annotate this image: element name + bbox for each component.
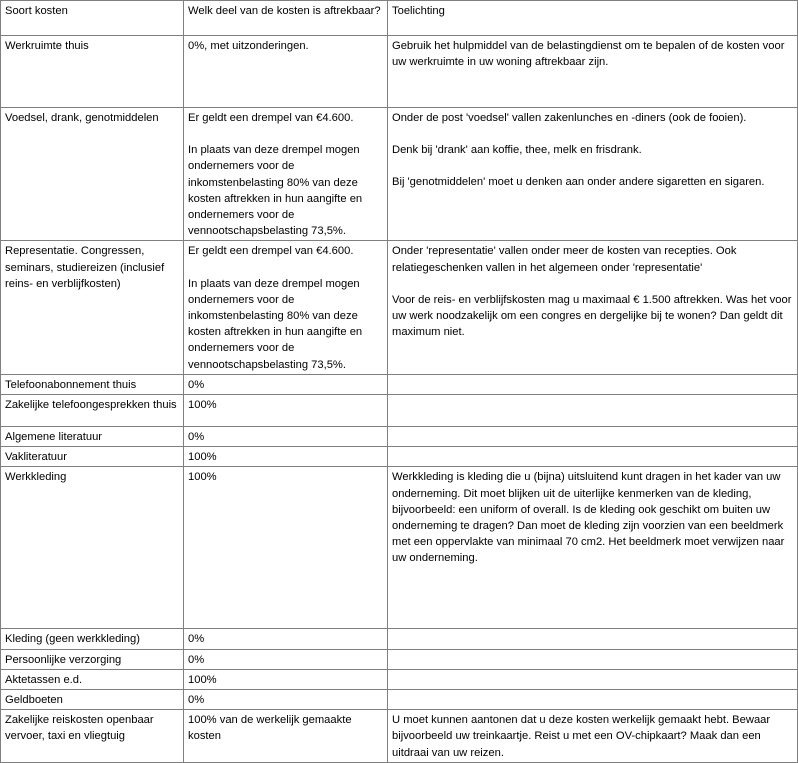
explanation-cell <box>388 690 798 710</box>
explanation-cell <box>388 241 798 374</box>
table-row <box>1 36 798 108</box>
explanation-paragraph: Denk bij 'drank' aan koffie, thee, melk en frisdrank. <box>392 144 642 157</box>
deductible-share-cell <box>184 669 388 689</box>
deductible-paragraph: 100% <box>188 451 217 464</box>
deductible-share-cell <box>184 467 388 629</box>
deductible-share-cell <box>184 374 388 394</box>
deductible-share-cell <box>184 395 388 427</box>
deductible-share-cell <box>184 36 388 108</box>
table-row <box>1 629 798 649</box>
explanation-paragraph: Gebruik het hulpmiddel van de belastingdienst om te bepalen of de kosten voor uw werkruimte in uw woning aftrekbaar zijn. <box>392 40 785 69</box>
explanation-paragraph: U moet kunnen aantonen dat u deze kosten werkelijk gemaakt hebt. Bewaar bijvoorbeeld uw treinkaartje. Reist u met een OV-chipkaart? Maak dan een uitdraai van uw reizen. <box>392 714 771 759</box>
explanation-paragraph: Voor de reis- en verblijfskosten mag u maximaal € 1.500 aftrekken. Was het voor uw werk noodzakelijk om een congres en dergelijke bij te wonen? Dan geldt dit maximum niet. <box>392 293 792 339</box>
table-row <box>1 447 798 467</box>
table-row <box>1 467 798 629</box>
explanation-cell <box>388 108 798 241</box>
table-row <box>1 669 798 689</box>
deductible-share-cell <box>184 447 388 467</box>
header-cost-type: Soort kosten <box>1 1 184 36</box>
explanation-paragraph: Onder de post 'voedsel' vallen zakenlunches en -diners (ook de fooien). <box>392 112 747 124</box>
table-row <box>1 710 798 763</box>
table-row <box>1 374 798 394</box>
cost-type-cell: Vakliteratuur <box>1 447 184 467</box>
table-row <box>1 690 798 710</box>
cost-type-cell: Werkruimte thuis <box>1 36 184 108</box>
cost-type-cell: Representatie. Congressen, seminars, studiereizen (inclusief reins- en verblijfkosten) <box>1 241 184 374</box>
table-row <box>1 395 798 427</box>
table-row <box>1 649 798 669</box>
deductible-paragraph: 0% <box>188 694 205 707</box>
deductible-paragraph: 0% <box>188 653 205 666</box>
cost-type-cell: Kleding (geen werkkleding) <box>1 629 184 649</box>
explanation-cell <box>388 36 798 108</box>
table-row <box>1 108 798 241</box>
cost-type-cell: Geldboeten <box>1 690 184 710</box>
deductible-share-cell <box>184 108 388 241</box>
explanation-cell <box>388 669 798 689</box>
deductible-paragraph: 0% <box>188 431 205 444</box>
deductible-share-cell <box>184 690 388 710</box>
cost-type-cell: Werkkleding <box>1 467 184 629</box>
table-body <box>1 36 798 763</box>
cost-type-cell: Voedsel, drank, genotmiddelen <box>1 108 184 241</box>
explanation-cell <box>388 395 798 427</box>
explanation-cell <box>388 447 798 467</box>
header-explanation: Toelichting <box>388 1 798 36</box>
cost-type-cell: Zakelijke reiskosten openbaar vervoer, taxi en vliegtuig <box>1 710 184 763</box>
cost-type-cell: Aktetassen e.d. <box>1 669 184 689</box>
explanation-paragraph: Bij 'genotmiddelen' moet u denken aan onder andere sigaretten en sigaren. <box>392 176 765 189</box>
deductible-paragraph: In plaats van deze drempel mogen ondernemers voor de inkomstenbelasting 80% van deze kosten aftrekken in hun aangifte en ondernemers voor de vennootschapsbelasting 73,5%. <box>188 144 363 238</box>
table-row <box>1 427 798 447</box>
deductible-share-cell <box>184 427 388 447</box>
cost-type-cell: Algemene literatuur <box>1 427 184 447</box>
explanation-cell <box>388 467 798 629</box>
deductible-share-cell <box>184 629 388 649</box>
header-row <box>1 1 798 36</box>
table-row <box>1 241 798 374</box>
cost-type-cell: Persoonlijke verzorging <box>1 649 184 669</box>
cost-type-cell: Telefoonabonnement thuis <box>1 374 184 394</box>
header-deductible-share: Welk deel van de kosten is aftrekbaar? <box>184 1 388 36</box>
deductible-paragraph: Er geldt een drempel van €4.600. <box>188 245 354 258</box>
deductible-paragraph: 100% <box>188 399 217 412</box>
deductible-share-cell <box>184 241 388 374</box>
explanation-cell <box>388 427 798 447</box>
deductible-share-cell <box>184 710 388 763</box>
explanation-cell <box>388 649 798 669</box>
explanation-cell <box>388 710 798 763</box>
explanation-cell <box>388 629 798 649</box>
deductible-paragraph: 100% <box>188 673 217 686</box>
cost-type-cell: Zakelijke telefoongesprekken thuis <box>1 395 184 427</box>
explanation-paragraph: Onder 'representatie' vallen onder meer de kosten van recepties. Ook relatiegeschenken vallen in het algemeen onder 'representatie' <box>392 245 737 274</box>
deductible-paragraph: In plaats van deze drempel mogen ondernemers voor de inkomstenbelasting 80% van deze kosten aftrekken in hun aangifte en ondernemers voor de vennootschapsbelasting 73,5%. <box>188 277 363 371</box>
explanation-cell <box>388 374 798 394</box>
deductible-share-cell <box>184 649 388 669</box>
deductible-paragraph: 0% <box>188 633 205 646</box>
deductible-paragraph: 100% <box>188 471 217 484</box>
deductible-paragraph: 0% <box>188 378 205 391</box>
deductible-paragraph: Er geldt een drempel van €4.600. <box>188 112 354 124</box>
explanation-paragraph: Werkkleding is kleding die u (bijna) uitsluitend kunt dragen in het kader van uw onderneming. Dit moet blijken uit de uiterlijke kenmerken van de kleding, bijvoorbeeld: een uniform of overall. Is de kleding ook geschikt om buiten uw onderneming te dragen? Dan moet de kleding zijn voorzien van een beeldmerk met een oppervlakte van minimaal 70 cm2. Het beeldmerk moet verwijzen naar uw onderneming. <box>392 471 785 565</box>
deductible-paragraph: 100% van de werkelijk gemaakte kosten <box>188 714 352 743</box>
deductible-paragraph: 0%, met uitzonderingen. <box>188 40 309 52</box>
